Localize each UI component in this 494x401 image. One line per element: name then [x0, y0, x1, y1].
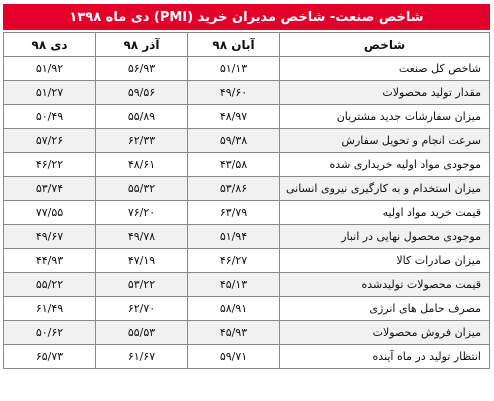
value-aban: ۶۳/۷۹ — [188, 201, 280, 225]
value-dey: ۵۷/۲۶ — [4, 129, 96, 153]
row-label: موجودی محصول نهایی در انبار — [280, 225, 490, 249]
header-index: شاخص — [280, 33, 490, 57]
value-azar: ۴۹/۷۸ — [96, 225, 188, 249]
row-label: مصرف حامل های انرژی — [280, 297, 490, 321]
value-azar: ۷۶/۲۰ — [96, 201, 188, 225]
row-label: میزان صادرات کالا — [280, 249, 490, 273]
value-aban: ۴۹/۶۰ — [188, 81, 280, 105]
pmi-table-container — [3, 4, 490, 369]
value-aban: ۵۳/۸۶ — [188, 177, 280, 201]
value-dey: ۶۱/۴۹ — [4, 297, 96, 321]
value-aban: ۵۱/۱۳ — [188, 57, 280, 81]
value-azar: ۴۷/۱۹ — [96, 249, 188, 273]
value-azar: ۵۵/۳۲ — [96, 177, 188, 201]
row-label: انتظار تولید در ماه آینده — [280, 345, 490, 369]
header-dey: دی ۹۸ — [4, 33, 96, 57]
table-row — [4, 297, 490, 321]
value-azar: ۶۲/۳۳ — [96, 129, 188, 153]
value-dey: ۴۶/۲۲ — [4, 153, 96, 177]
value-dey: ۵۱/۹۲ — [4, 57, 96, 81]
table-row — [4, 273, 490, 297]
table-row — [4, 57, 490, 81]
pmi-table — [3, 32, 490, 369]
value-dey: ۷۷/۵۵ — [4, 201, 96, 225]
table-row — [4, 225, 490, 249]
value-aban: ۴۶/۲۷ — [188, 249, 280, 273]
value-azar: ۵۹/۵۶ — [96, 81, 188, 105]
table-row — [4, 129, 490, 153]
value-dey: ۴۹/۶۷ — [4, 225, 96, 249]
row-label: میزان سفارشات جدید مشتریان — [280, 105, 490, 129]
value-dey: ۵۰/۴۹ — [4, 105, 96, 129]
row-label: قیمت خرید مواد اولیه — [280, 201, 490, 225]
table-row — [4, 177, 490, 201]
value-azar: ۵۳/۲۲ — [96, 273, 188, 297]
row-label: میزان فروش محصولات — [280, 321, 490, 345]
value-aban: ۵۹/۳۸ — [188, 129, 280, 153]
table-title: شاخص صنعت- شاخص مدیران خرید (PMI) دی ماه ۱۳۹۸ — [3, 4, 490, 30]
table-row — [4, 81, 490, 105]
value-aban: ۵۱/۹۴ — [188, 225, 280, 249]
header-row — [4, 33, 490, 57]
table-row — [4, 321, 490, 345]
row-label: میزان استخدام و به کارگیری نیروی انسانی — [280, 177, 490, 201]
table-body — [4, 57, 490, 369]
value-dey: ۵۵/۲۲ — [4, 273, 96, 297]
value-dey: ۴۴/۹۳ — [4, 249, 96, 273]
header-azar: آذر ۹۸ — [96, 33, 188, 57]
row-label: مقدار تولید محصولات — [280, 81, 490, 105]
value-azar: ۶۱/۶۷ — [96, 345, 188, 369]
value-dey: ۵۱/۲۷ — [4, 81, 96, 105]
value-aban: ۴۸/۹۷ — [188, 105, 280, 129]
table-row — [4, 105, 490, 129]
row-label: سرعت انجام و تحویل سفارش — [280, 129, 490, 153]
table-row — [4, 345, 490, 369]
value-dey: ۵۰/۶۲ — [4, 321, 96, 345]
value-azar: ۴۸/۶۱ — [96, 153, 188, 177]
value-azar: ۵۵/۵۳ — [96, 321, 188, 345]
value-aban: ۵۸/۹۱ — [188, 297, 280, 321]
row-label: شاخص کل صنعت — [280, 57, 490, 81]
value-azar: ۵۶/۹۳ — [96, 57, 188, 81]
value-azar: ۶۲/۷۰ — [96, 297, 188, 321]
header-aban: آبان ۹۸ — [188, 33, 280, 57]
row-label: قیمت محصولات تولیدشده — [280, 273, 490, 297]
value-aban: ۴۳/۵۸ — [188, 153, 280, 177]
value-aban: ۴۵/۱۳ — [188, 273, 280, 297]
value-azar: ۵۵/۸۹ — [96, 105, 188, 129]
table-row — [4, 249, 490, 273]
row-label: موجودی مواد اولیه خریداری شده — [280, 153, 490, 177]
value-aban: ۵۹/۷۱ — [188, 345, 280, 369]
value-dey: ۵۳/۷۴ — [4, 177, 96, 201]
table-row — [4, 153, 490, 177]
value-dey: ۶۵/۷۳ — [4, 345, 96, 369]
value-aban: ۴۵/۹۳ — [188, 321, 280, 345]
table-row — [4, 201, 490, 225]
